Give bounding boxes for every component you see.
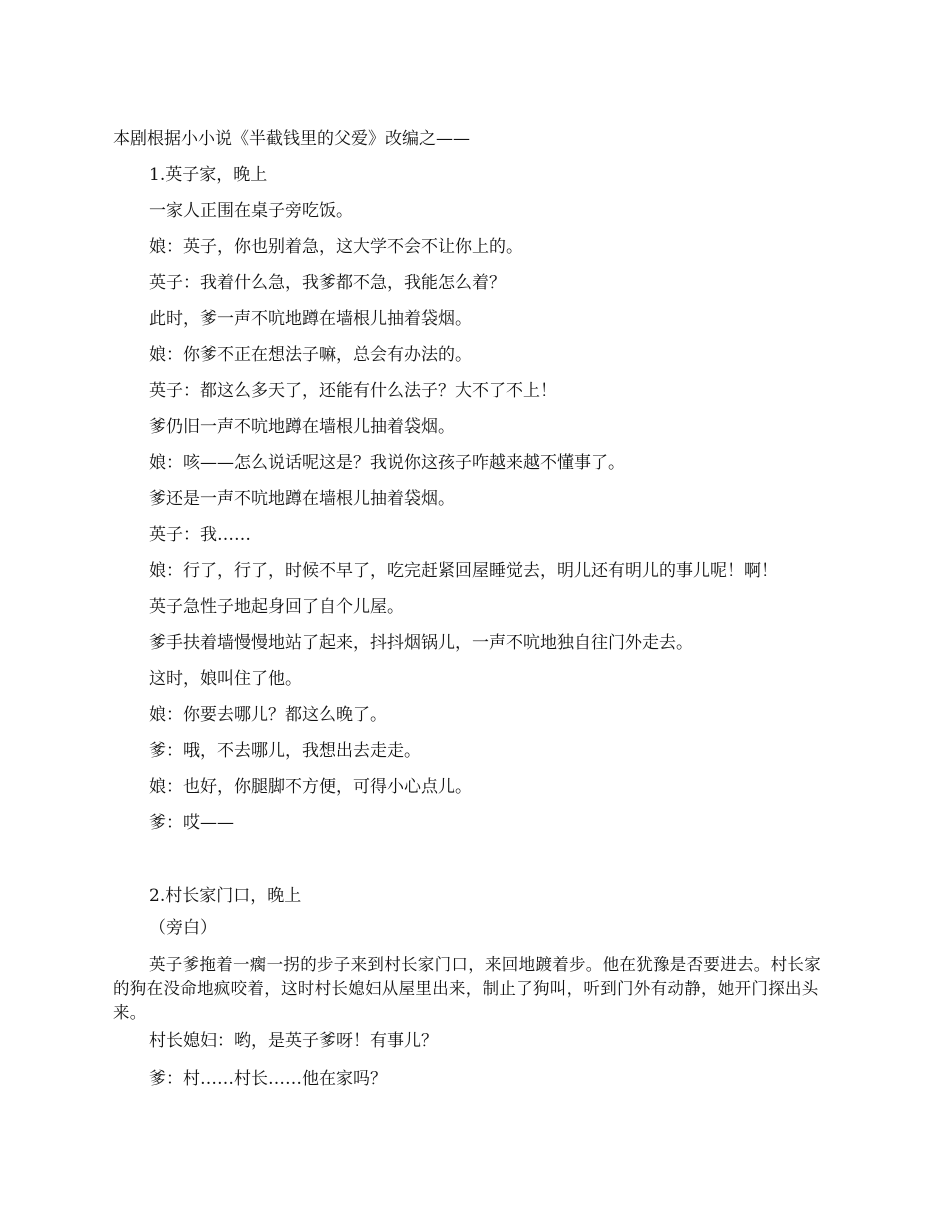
script-line: 英子：我…… [149, 525, 251, 545]
script-line: 娘：你要去哪儿？都这么晚了。 [149, 705, 387, 725]
script-line: 这时，娘叫住了他。 [149, 669, 302, 689]
script-line: 英子：都这么多天了，还能有什么法子？大不了不上！ [149, 381, 557, 401]
script-line: 娘：你爹不正在想法子嘛，总会有办法的。 [149, 345, 472, 365]
scene-1-heading: 1.英子家，晚上 [149, 165, 268, 185]
script-line: 爹仍旧一声不吭地蹲在墙根儿抽着袋烟。 [149, 417, 455, 437]
script-line: 爹：哦，不去哪儿，我想出去走走。 [149, 741, 421, 761]
script-line: 爹：村……村长……他在家吗？ [149, 1069, 387, 1089]
script-line: 爹：哎—— [149, 813, 234, 833]
script-line: 娘：英子，你也别着急，这大学不会不让你上的。 [149, 237, 523, 257]
intro-line: 本剧根据小小说《半截钱里的父爱》改编之—— [113, 129, 470, 149]
script-line: 此时，爹一声不吭地蹲在墙根儿抽着袋烟。 [149, 309, 472, 329]
script-line: 娘：行了，行了，时候不早了，吃完赶紧回屋睡觉去，明儿还有明儿的事儿呢！啊！ [149, 561, 778, 581]
script-line: 娘：也好，你腿脚不方便，可得小心点儿。 [149, 777, 472, 797]
script-line: 一家人正围在桌子旁吃饭。 [149, 201, 353, 221]
script-line: 英子：我着什么急，我爹都不急，我能怎么着？ [149, 273, 506, 293]
script-line: 娘：咳——怎么说话呢这是？我说你这孩子咋越来越不懂事了。 [149, 453, 625, 473]
script-line: 爹还是一声不吭地蹲在墙根儿抽着袋烟。 [149, 489, 455, 509]
narration-paragraph: 英子爹拖着一瘸一拐的步子来到村长家门口，来回地踱着步。他在犹豫是否要进去。村长家的狗在没命地疯咬着，这时村长媳妇从屋里出来，制止了狗叫，听到门外有动静，她开门探出头来。 [113, 955, 821, 1022]
script-line: 英子急性子地起身回了自个儿屋。 [149, 597, 404, 617]
narration-label: （旁白） [149, 918, 217, 938]
scene-2-heading: 2.村长家门口，晚上 [149, 886, 302, 906]
script-line: 村长媳妇：哟，是英子爹呀！有事儿？ [149, 1031, 438, 1051]
script-line: 爹手扶着墙慢慢地站了起来，抖抖烟锅儿，一声不吭地独自往门外走去。 [149, 633, 693, 653]
